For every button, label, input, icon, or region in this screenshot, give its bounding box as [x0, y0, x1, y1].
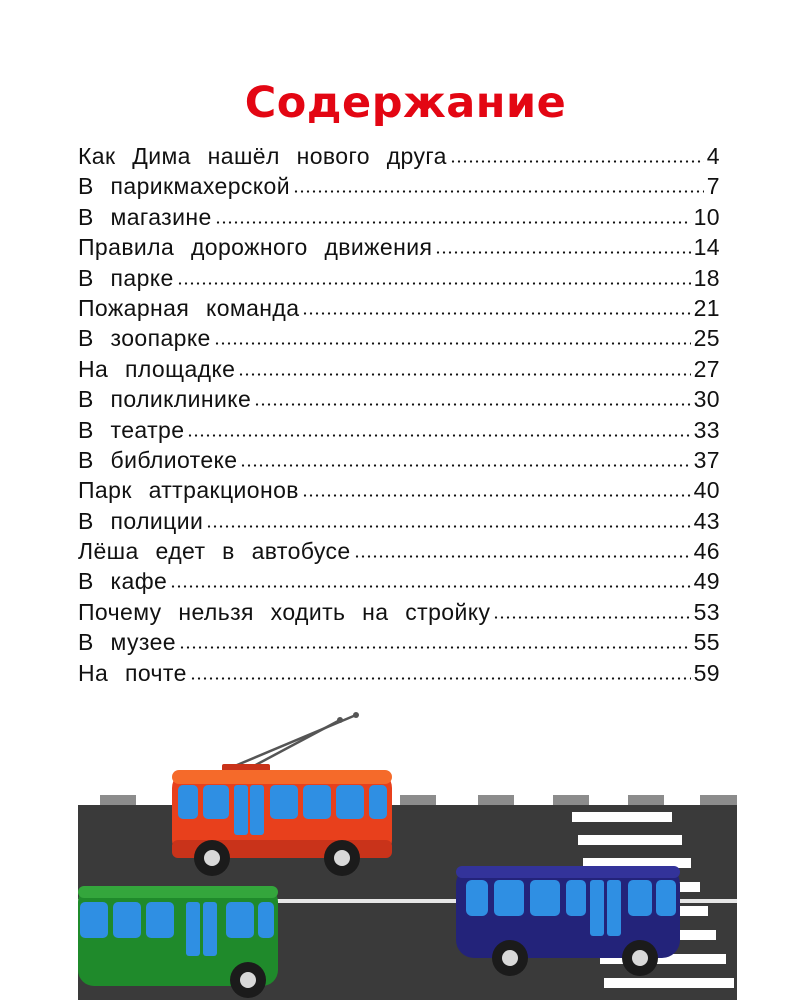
toc-entry-page: 30: [693, 386, 720, 413]
dot-leader: [177, 282, 691, 285]
toc-entry: [78, 234, 720, 264]
dot-leader: [238, 373, 690, 376]
toc-entry-title: В полиции: [78, 507, 204, 534]
toc-entry-page: 40: [693, 477, 720, 504]
toc-entry: [78, 173, 720, 203]
toc-entry-page: 14: [693, 234, 720, 261]
toc-entry-title: В поликлинике: [78, 386, 252, 413]
toc-entry-title: Почему нельзя ходить на стройку: [78, 598, 491, 625]
toc-entry: [78, 599, 720, 629]
dot-leader: [450, 160, 704, 163]
dot-leader: [302, 312, 690, 315]
toc-entry: [78, 417, 720, 447]
dot-leader: [254, 403, 690, 406]
toc-entry-page: 10: [693, 203, 720, 230]
toc-entry-title: В магазине: [78, 203, 212, 230]
toc-entry: [78, 538, 720, 568]
dot-leader: [170, 585, 690, 588]
toc-entry-title: На почте: [78, 659, 187, 686]
toc-entry-title: На площадке: [78, 355, 236, 382]
toc-entry-title: В библиотеке: [78, 446, 238, 473]
toc-entry: [78, 295, 720, 325]
toc-entry: [78, 508, 720, 538]
toc-entry-page: 53: [693, 598, 720, 625]
green-bus-icon: [78, 886, 278, 998]
toc-entry-page: 25: [693, 325, 720, 352]
toc-entry-page: 18: [693, 264, 720, 291]
toc-entry: [78, 204, 720, 234]
toc-entry: [78, 660, 720, 690]
dot-leader: [354, 555, 691, 558]
toc-entry: [78, 629, 720, 659]
dot-leader: [215, 221, 691, 224]
toc-entry: [78, 447, 720, 477]
toc-entry-page: 49: [693, 568, 720, 595]
toc-entry-page: 46: [693, 538, 720, 565]
dot-leader: [187, 434, 690, 437]
toc-entry-page: 43: [693, 507, 720, 534]
toc-entry-title: Парк аттракционов: [78, 477, 299, 504]
dot-leader: [293, 190, 704, 193]
toc-entry: [78, 477, 720, 507]
toc-entry-page: 7: [706, 173, 720, 200]
toc-entry-page: 33: [693, 416, 720, 443]
toc-entry-title: Как Дима нашёл нового друга: [78, 143, 447, 169]
dot-leader: [493, 616, 690, 619]
dot-leader: [302, 494, 691, 497]
toc-entry-title: Лёша едет в автобусе: [78, 538, 351, 565]
toc-entry: [78, 325, 720, 355]
dot-leader: [190, 677, 691, 680]
toc-entry-page: 4: [706, 143, 720, 169]
toc-entry: [78, 356, 720, 386]
toc-entry-title: В театре: [78, 416, 185, 443]
page-title: Содержание: [244, 78, 567, 128]
toc-entry-page: 27: [693, 355, 720, 382]
toc-entry: [78, 568, 720, 598]
dot-leader: [435, 251, 690, 254]
dot-leader: [240, 464, 690, 467]
dot-leader: [179, 646, 691, 649]
street-illustration: [0, 690, 811, 1000]
toc-entry-page: 59: [693, 659, 720, 686]
toc-entry: [78, 265, 720, 295]
toc-entry: [78, 386, 720, 416]
toc-entry-title: В кафе: [78, 568, 168, 595]
dot-leader: [214, 342, 691, 345]
toc-entry-page: 55: [693, 629, 720, 656]
toc-entry-title: В зоопарке: [78, 325, 211, 352]
toc-entry-title: В парке: [78, 264, 174, 291]
trolleybus-icon: [172, 712, 392, 876]
toc-entry-title: Правила дорожного движения: [78, 234, 433, 261]
toc-entry-page: 21: [693, 294, 720, 321]
toc-entry-title: Пожарная команда: [78, 294, 300, 321]
toc-entry: [78, 143, 720, 173]
dot-leader: [206, 525, 690, 528]
toc-entry-page: 37: [693, 446, 720, 473]
table-of-contents: [78, 143, 720, 690]
toc-entry-title: В парикмахерской: [78, 173, 290, 200]
toc-entry-title: В музее: [78, 629, 176, 656]
